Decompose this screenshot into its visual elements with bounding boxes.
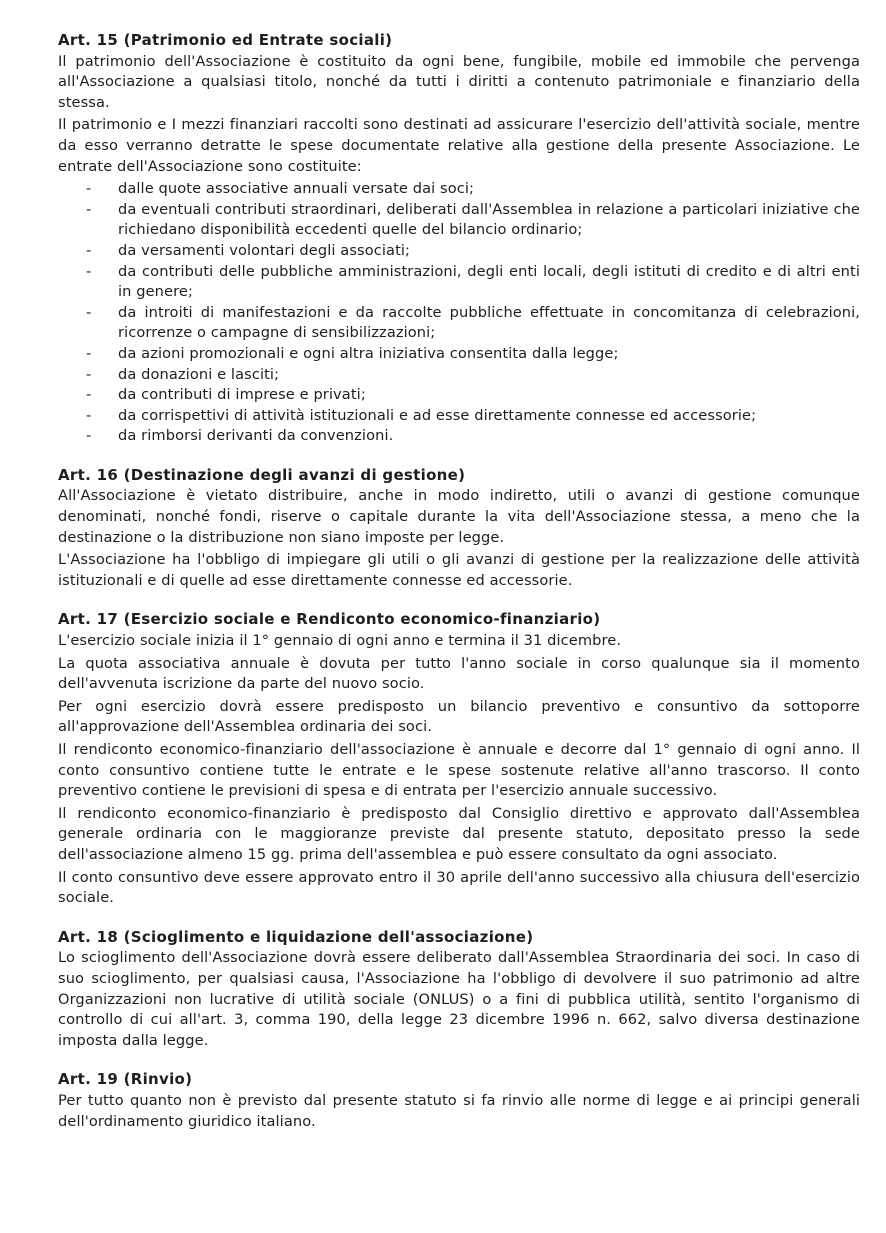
article-title: Art. 15 (Patrimonio ed Entrate sociali) [58,31,393,49]
list-item [58,262,860,303]
list-dash: - [86,180,92,198]
article-15 [58,30,860,447]
paragraph: Il patrimonio dell'Associazione è costituito da ogni bene, fungibile, mobile ed immobile che pervenga all'Associazione a qualsiasi titolo, nonché da tutti i diritti a contenuto patrimoniale e finanziario della stessa. [58,52,860,111]
list-item-text: da versamenti volontari degli associati; [118,241,411,259]
list-dash: - [86,386,92,404]
list-dash: - [86,344,92,362]
paragraph: Il rendiconto economico-finanziario è predisposto dal Consiglio direttivo e approvato dall'Assemblea generale ordinaria con le maggioranze previste dal presente statuto, depositato presso la sede dell'associazione almeno 15 gg. prima dell'assemblea e può essere consultato da ogni associato. [58,804,860,863]
list-item-text: da eventuali contributi straordinari, deliberati dall'Assemblea in relazione a particolari iniziative che richiedano disponibilità eccedenti quelle del bilancio ordinario; [118,200,860,239]
list-item-text: da contributi delle pubbliche amministrazioni, degli enti locali, degli istituti di credito e di altri enti in genere; [118,262,860,301]
paragraph: L'Associazione ha l'obbligo di impiegare gli utili o gli avanzi di gestione per la realizzazione delle attività istituzionali e di quelle ad esse direttamente connesse ed accessorie. [58,551,860,589]
paragraph: La quota associativa annuale è dovuta per tutto l'anno sociale in corso qualunque sia il momento dell'avvenuta iscrizione da parte del nuovo socio. [58,654,860,693]
list-dash: - [86,241,92,259]
document-page [58,30,860,1134]
article-17 [58,609,860,908]
paragraph: Per tutto quanto non è previsto dal presente statuto si fa rinvio alle norme di legge e ai principi generali dell'ordinamento giuridico italiano. [58,1091,860,1130]
article-19 [58,1069,860,1132]
article-18 [58,927,860,1052]
revenue-list [58,179,860,447]
article-title: Art. 17 (Esercizio sociale e Rendiconto economico-finanziario) [58,610,601,629]
list-item-text: da corrispettivi di attività istituzionali e ad esse direttamente connesse ed accessorie; [118,406,757,424]
article-16 [58,465,860,592]
list-dash: - [86,200,92,218]
list-item-text: da introiti di manifestazioni e da raccolte pubbliche effettuate in concomitanza di celebrazioni, ricorrenze o campagne di sensibilizzazioni; [118,303,860,342]
paragraph: Il patrimonio e I mezzi finanziari raccolti sono destinati ad assicurare l'esercizio dell'attività sociale, mentre da esso verranno detratte le spese documentate relative alla gestione della presente Associazione. Le entrate dell'Associazione sono costituite: [58,116,860,175]
list-item-text: da azioni promozionali e ogni altra iniziativa consentita dalla legge; [118,344,619,362]
list-dash: - [86,406,92,424]
paragraph: L'esercizio sociale inizia il 1° gennaio di ogni anno e termina il 31 dicembre. [58,632,622,650]
list-item [58,426,860,447]
list-dash: - [86,262,92,280]
paragraph: Il conto consuntivo deve essere approvato entro il 30 aprile dell'anno successivo alla chiusura dell'esercizio sociale. [58,868,860,907]
list-item-text: dalle quote associative annuali versate dai soci; [118,180,475,198]
article-title: Art. 19 (Rinvio) [58,1070,193,1089]
article-title: Art. 18 (Scioglimento e liquidazione dell'associazione) [58,927,534,946]
list-item-text: da contributi di imprese e privati; [118,386,366,404]
paragraph: Lo scioglimento dell'Associazione dovrà essere deliberato dall'Assemblea Straordinaria dei soci. In caso di suo scioglimento, per qualsiasi causa, l'Associazione ha l'obbligo di devolvere il suo patrimonio ad altre Organizzazioni non lucrative di utilità sociale (ONLUS) o a fini di pubblica utilità, sentito l'organismo di controllo di cui all'art. 3, comma 190, della legge 23 dicembre 1996 n. 662, salvo diversa destinazione imposta dalla legge. [58,949,860,1049]
list-dash: - [86,427,92,445]
list-item [58,241,860,262]
list-item [58,385,860,406]
list-item [58,200,860,241]
article-title: Art. 16 (Destinazione degli avanzi di gestione) [58,465,466,484]
list-item [58,406,860,427]
list-item-text: da rimborsi derivanti da convenzioni. [118,427,394,445]
paragraph: Per ogni esercizio dovrà essere predisposto un bilancio preventivo e consuntivo da sottoporre all'approvazione dell'Assemblea ordinaria dei soci. [58,697,860,736]
paragraph: Il rendiconto economico-finanziario dell'associazione è annuale e decorre dal 1° gennaio di ogni anno. Il conto consuntivo contiene tutte le entrate e le spese sostenute relative all'anno trascorso. Il conto preventivo contiene le previsioni di spesa e di entrata per l'esercizio annuale successivo. [58,741,860,800]
list-item-text: da donazioni e lasciti; [118,365,280,383]
list-dash: - [86,303,92,321]
paragraph: All'Associazione è vietato distribuire, anche in modo indiretto, utili o avanzi di gestione comunque denominati, nonché fondi, riserve o capitale durante la vita dell'Associazione stessa, a meno che la destinazione o la distribuzione non siano imposte per legge. [58,487,860,546]
list-item [58,303,860,344]
list-item [58,365,860,386]
list-item [58,179,860,200]
list-dash: - [86,365,92,383]
list-item [58,344,860,365]
